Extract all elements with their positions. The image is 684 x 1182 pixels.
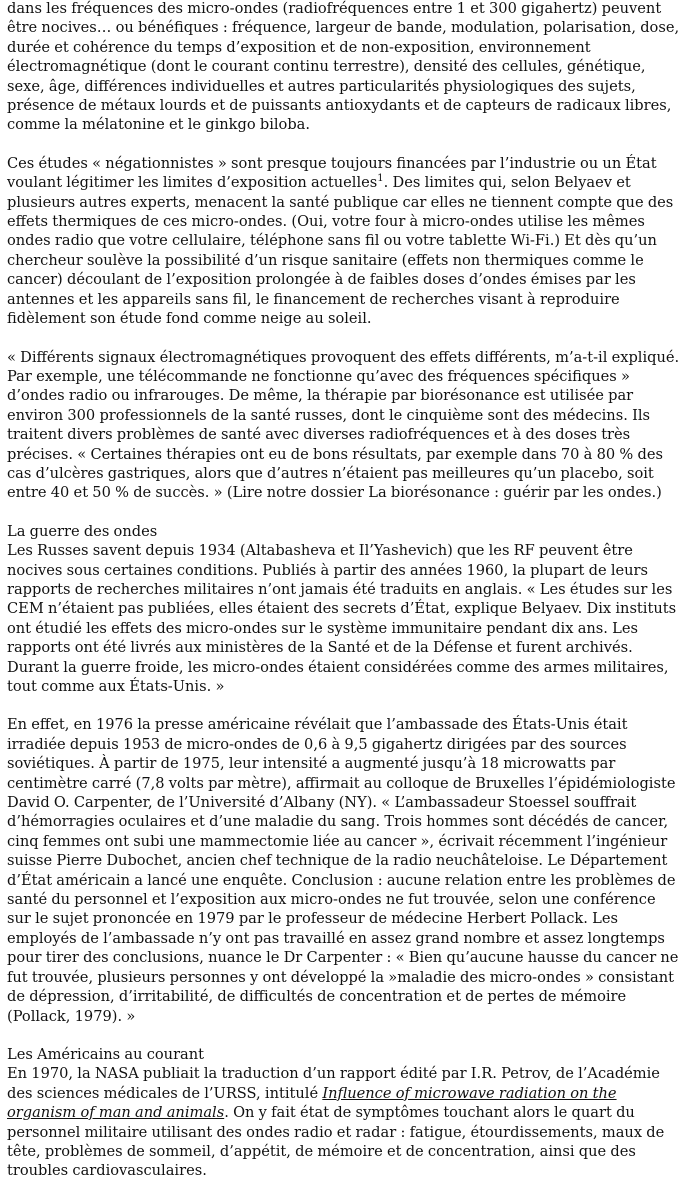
paragraph-us-embassy: En effet, en 1976 la presse américaine révélait que l’ambassade des États-Unis était irradiée depuis 1953 de micro-ondes de 0,6 à 9,5 gigahertz dirigées par des sources soviétiques. À partir de 1975, leur intensité a augmenté jusqu’à 18 microwatts par centimètre carré (7,8 volts par mètre), affirmait au colloque de Bruxelles l’épidémiologiste David O. Carpenter, de l’Université d’Albany (NY). « L’ambassadeur Stoessel souffrait d’hémorragies oculaires et d’une maladie du sang. Trois hommes sont décédés de cancer, cinq femmes ont subi une mammectomie liée au cancer », écrivait récemment l’ingénieur suisse Pierre Dubochet, ancien chef technique de la radio neuchâteloise. Le Département d’État américain a lancé une enquête. Conclusion : aucune relation entre les problèmes de santé du personnel et l’exposition aux micro-ondes ne fut trouvée, selon une conférence sur le sujet prononcée en 1979 par le professeur de médecine Herbert Pollack. Les employés de l’ambassade n’y ont pas travaillé en assez grand nombre et assez longtemps pour tirer des conclusions, nuance le Dr Carpenter : « Bien qu’aucune hausse du cancer ne fut trouvée, plusieurs personnes y ont développé la »maladie des micro-ondes » consistant de dépression, d’irritabilité, de difficultés de concentration et de pertes de mémoire (Pollack, 1979). » (7, 716, 679, 1025)
book-title-link[interactable]: Influence of microwave radiation on the organism of man and animals (7, 1084, 617, 1122)
paragraph-industry-funding (7, 154, 680, 329)
paragraph-industry-funding-text: Ces études « négationnistes » sont presque toujours financées par l’industrie ou un État voulant légitimer les limites d’exposition actuelles (7, 154, 657, 192)
section-americans-aware (7, 1045, 680, 1181)
footnote-ref-1[interactable]: 1 (377, 173, 384, 185)
paragraph-nasa-report: En 1970, la NASA publiait la traduction d’un rapport édité par I.R. Petrov, de l’Académie des sciences médicales de l’URSS, intitulé (7, 1065, 660, 1102)
paragraph-industry-funding-text-cont: . Des limites qui, selon Belyaev et plusieurs autres experts, menacent la santé publique car elles ne tiennent compte que des effets thermiques de ces micro-ondes. (Oui, votre four à micro-ondes utilise les mêmes ondes radio que votre cellulaire, téléphone sans fil ou votre tablette Wi-Fi.) Et dès qu’un chercheur soulève la possibilité d’un risque sanitaire (effets non thermiques comme le cancer) découlant de l’exposition prolongée à de faibles doses d’ondes émises par les antennes et les appareils sans fil, le financement de recherches visant à reproduire fidèlement son étude fond comme neige au soleil. (7, 174, 674, 328)
heading-americans-aware: Les Américains au courant (7, 1045, 205, 1063)
paragraph-modulation-factors: dans les fréquences des micro-ondes (radiofréquences entre 1 et 300 gigahertz) peuvent être nocives… ou bénéfiques : fréquence, largeur de bande, modulation, polarisation, dose, durée et cohérence du temps d’exposition et de non-exposition, environnement électromagnétique (dont le courant continu terrestre), densité des cellules, génétique, sexe, âge, différences individuelles et autres particularités physiologiques des sujets, présence de métaux lourds et de puissants antioxydants et de capteurs de radicaux libres, comme la mélatonine et le ginkgo biloba. (7, 0, 680, 134)
section-wave-war (7, 522, 680, 697)
paragraph-russian-research: Les Russes savent depuis 1934 (Altabasheva et Il’Yashevich) que les RF peuvent être nocives sous certaines conditions. Publiés à partir des années 1960, la plupart de leurs rapports de recherches militaires n’ont jamais été traduits en anglais. « Les études sur les CEM n’étaient pas publiées, elles étaient des secrets d’État, explique Belyaev. Dix instituts ont étudié les effets des micro-ondes sur le système immunitaire pendant dix ans. Les rapports ont été livrés aux ministères de la Santé et de la Défense et furent archivés. Durant la guerre froide, les micro-ondes étaient considérées comme des armes militaires, tout comme aux États-Unis. » (7, 542, 677, 695)
heading-wave-war: La guerre des ondes (7, 522, 158, 540)
paragraph-nasa-report-cont: . On y fait état de symptômes touchant alors le quart du personnel militaire utilisant des ondes radio et radar : fatigue, étourdissements, maux de tête, problèmes de sommeil, d’appétit, de mémoire et de concentration, ainsi que des troubles cardiovasculaires. (7, 1104, 665, 1180)
paragraph-bioresonance: « Différents signaux électromagnétiques provoquent des effets différents, m’a-t-il expliqué. Par exemple, une télécommande ne fonctionne qu’avec des fréquences spécifiques » d’ondes radio ou infrarouges. De même, la thérapie par biorésonance est utilisée par environ 300 professionnels de la santé russes, dont le cinquième sont des médecins. Ils traitent divers problèmes de santé avec diverses radiofréquences et à des doses très précises. « Certaines thérapies ont eu de bons résultats, par exemple dans 70 à 80 % des cas d’ulcères gastriques, alors que d’autres n’étaient pas meilleures qu’un placebo, soit entre 40 et 50 % de succès. » (Lire notre dossier La biorésonance : guérir par les ondes.) (7, 348, 680, 502)
